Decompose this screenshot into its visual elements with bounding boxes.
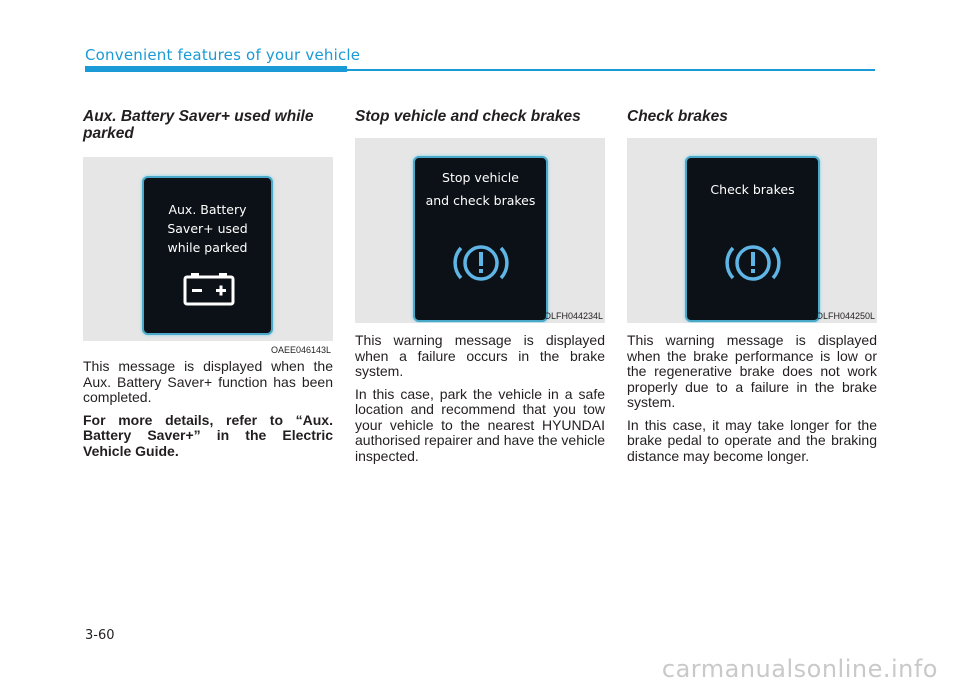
screen-line: Aux. Battery bbox=[168, 202, 247, 217]
body-paragraph: In this case, park the vehicle in a safe location and recommend that you tow your vehicle to the nearest HYUNDAI authorised repairer and have the vehicle inspected. bbox=[355, 385, 605, 464]
screen-line: and check brakes bbox=[425, 193, 536, 208]
body-paragraph: This warning message is displayed when a failure occurs in the brake system. bbox=[355, 332, 605, 379]
cluster-screen bbox=[413, 156, 548, 322]
brake-warning-icon bbox=[451, 240, 511, 286]
body-paragraph: In this case, it may take longer for the brake pedal to operate and the braking distance may become longer. bbox=[627, 416, 877, 464]
cluster-screen bbox=[142, 176, 273, 335]
figure-code: OLFH044250L bbox=[815, 311, 875, 321]
brake-warning-icon bbox=[723, 240, 783, 286]
screen-line: Saver+ used bbox=[167, 221, 248, 236]
page-number: 3-60 bbox=[85, 628, 115, 643]
screen-line: Stop vehicle bbox=[442, 170, 519, 185]
cluster-display-figure bbox=[627, 138, 877, 323]
figure-code: OAEE046143L bbox=[270, 345, 331, 355]
cluster-display-figure bbox=[83, 157, 333, 341]
screen-line: Check brakes bbox=[710, 182, 795, 197]
section-header-title: Convenient features of your vehicle bbox=[85, 46, 361, 64]
column-stop-vehicle-check-brakes bbox=[355, 108, 605, 471]
watermark: carmanualsonline.info bbox=[661, 655, 938, 683]
column-aux-battery-saver bbox=[83, 108, 333, 466]
screen-line: while parked bbox=[167, 240, 248, 255]
section-header-rule bbox=[347, 69, 875, 71]
cluster-display-figure bbox=[355, 138, 605, 323]
battery-icon bbox=[183, 272, 235, 306]
column-check-brakes bbox=[627, 108, 877, 471]
cluster-screen bbox=[685, 156, 820, 322]
body-paragraph: This message is displayed when the Aux. Battery Saver+ function has been completed. bbox=[83, 358, 333, 405]
figure-code: OLFH044234L bbox=[543, 311, 603, 321]
body-paragraph: This warning message is displayed when the brake performance is low or the regenerative brake does not work properly due to a failure in the brake system. bbox=[627, 332, 877, 410]
body-paragraph-bold: For more details, refer to “Aux. Battery Saver+” in the Electric Vehicle Guide. bbox=[83, 411, 333, 459]
section-header-bar bbox=[85, 66, 347, 72]
section-title: Check brakes bbox=[627, 108, 728, 125]
section-title: Stop vehicle and check brakes bbox=[355, 108, 581, 125]
section-title: Aux. Battery Saver+ used while parked bbox=[83, 108, 314, 142]
